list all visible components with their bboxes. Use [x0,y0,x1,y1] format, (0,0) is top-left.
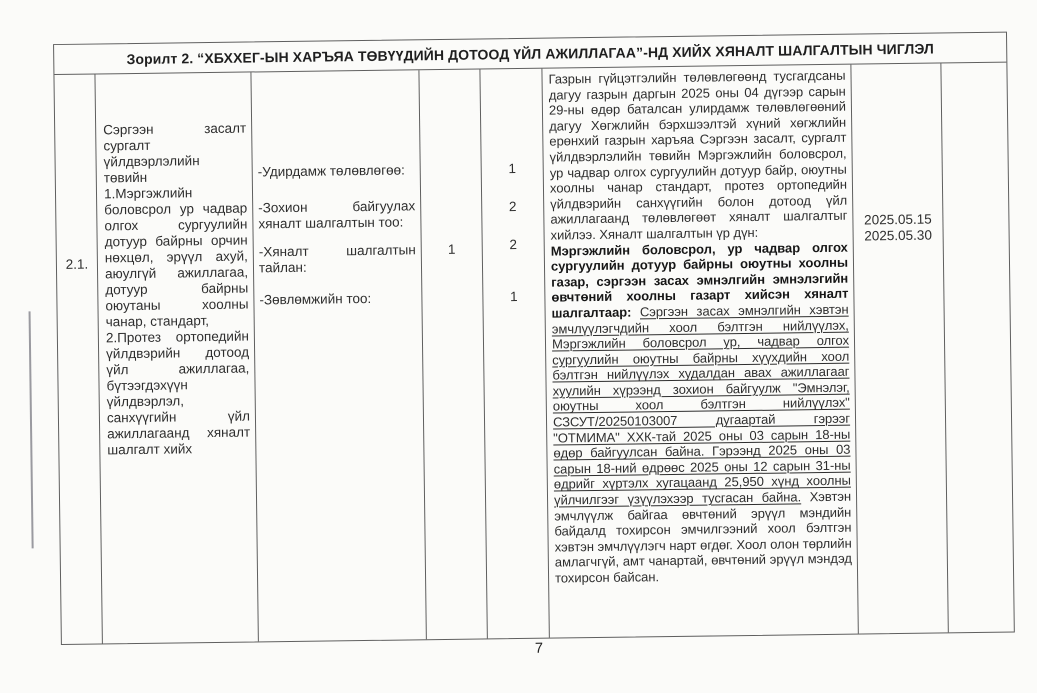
result-bold-segment: Мэргэжлийн боловсрол, ур чадвар олгох сургуулийн дотуур байрны оюутны хоолны газар, сэргээн засах эмнэлгийн эмнэлэгийн өвчтөний хоолны газарт хийсэн хяналт шалгалтаар: [550,239,849,321]
cell-dates [851,63,948,633]
result-paragraph [551,239,852,586]
table-row [54,63,1013,644]
cell-measure-counts [480,69,549,639]
cell-measures [251,70,426,641]
cell-inspection-direction [95,72,258,643]
date-end: 2025.05.30 [864,227,933,244]
measure-count: 2 [508,199,517,215]
direction-paragraph: Сэргээн засалт сургалт үйлдвэрлэлийн төвийн [103,120,247,186]
scan-artifact-line [29,311,34,548]
direction-paragraph: 2.Протез ортопедийн үйлдвэрийн дотоод үйл ажиллагаа, бүтээгдэхүүн үйлдвэрлэл, санхүүгийн үйл ажиллагаанд хяналт шалгалт хийх [105,328,251,458]
table-title: Зорилт 2. “ХБХХЕГ-ЫН ХАРЪЯА ТӨВҮҮДИЙН ДОТООД ҮЙЛ АЖИЛЛАГАА”-НД ХИЙХ ХЯНАЛТ ШАЛГАЛТЫН ЧИГЛЭЛ [54,33,1006,75]
measure-label: -Хяналт шалгалтын тайлан: [258,242,416,276]
result-tail-segment: Хэвтэн эмчлүүлж байгаа өвчтөний эрүүл мэндийн байдалд тохирсон эмчилгээний хоол бэлтгэн хэвтэн эмчлүүлэгч нарт өгдөг. Хоол олон төрлийн амлагчгүй, амт чанартай, өвчтөний эрүүл мэндэд тохирсон байсан. [554,488,852,586]
total-count: 1 [447,241,456,257]
measure-label: -Зөвлөмжийн тоо: [259,290,372,308]
cell-total-count [419,69,487,639]
measure-label: -Зохион байгуулах хяналт шалгалтын тоо: [258,198,416,232]
inspection-table [53,32,1015,645]
row-index: 2.1. [65,256,89,272]
cell-empty [941,63,1013,633]
cell-inspection-result [542,65,858,638]
page-number: 7 [534,640,544,657]
date-start: 2025.05.15 [864,211,932,228]
result-paragraph: Газрын гүйцэтгэлийн төлөвлөгөөнд тусгагдсаны дагуу газрын даргын 2025 оны 04 дүгээр сарын 29-ны өдөр баталсан улирдамж төлөвлөгөөний дагуу Хөгжлийн бэрхшээлтэй хүний хөгжлийн ерөнхий газрын харъяа Сэргээн засалт, сургалт үйлдвэрлэлийн төвийн Мэргэжлийн боловсрол, ур чадвар олгох сургуулийн дотуур байр, оюутны хоолны чанар стандарт, протез ортопедийн үйлдвэрийн санхүүгийн болон дотоод үйл ажиллагаанд төлөвлөгөөт хяналт шалгалтыг хийлээ. Хяналт шалгалтын үр дүн: [548,67,848,243]
measure-count: 2 [509,237,518,253]
measure-label: -Удирдамж төлөвлөгөө: [257,162,405,180]
measure-count: 1 [510,289,518,305]
direction-paragraph: 1.Мэргэжлийн боловсрол ур чадвар олгох сургуулийн дотуур байрны орчин нөхцөл, эрүүл ахуй, аюулгүй ажиллагаа, дотуур байрны оюутаны хоолны чанар, стандарт, [103,185,249,330]
result-underlined-segment: Сэргээн засах эмнэлгийн хэвтэн эмчлүүлэгчдийн хоол бэлтгэн нийлүүлэх, Мэргэжлийн боловсрол ур, чадвар олгох сургуулийн оюутны байрны хүүхдийн хоол бэлтгэн нийлүүлэх худалдан авах ажиллагааг хуулийн хүрээнд зохион байгуулж "Эмнэлэг, оюутны хоол бэлтгэн нийлүүлэх" СЗСУТ/20250103007 дугаартай гэрээг "ОТМИМА" ХХК-тай 2025 оны 03 сарын 18-ны өдөр байгуулсан байна. Гэрээнд 2025 оны 03 сарын 18-ний өдрөөс 2025 оны 12 сарын 31-ны өдрийг хүртэлх хугацаанд 25,950 хүнд хоолны үйлчилгээг үзүүлэхээр тусгасан байна. [551,301,851,508]
measure-count: 1 [508,161,517,177]
